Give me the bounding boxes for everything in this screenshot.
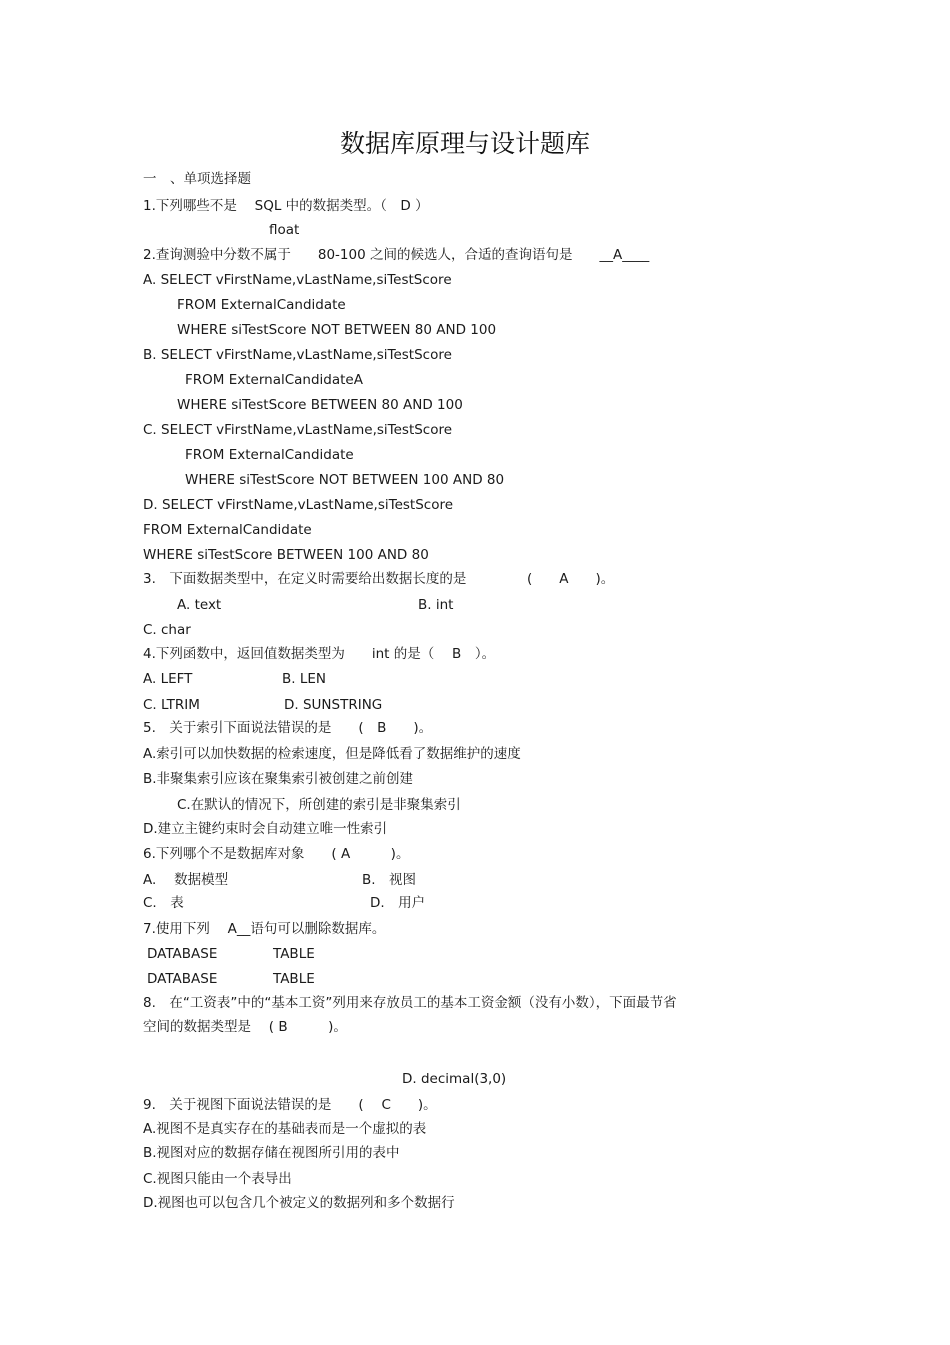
question-4-option-b: B. LEN [282,671,326,687]
question-4: 4.下列函数中，返回值数据类型为 int 的是（ B ）。 [143,646,496,662]
question-9-option-c: C.视图只能由一个表导出 [143,1171,292,1187]
question-4-option-a: A. LEFT [143,671,193,687]
question-6-option-c: C. 表 [143,895,184,911]
question-5-option-b: B.非聚集索引应该在聚集索引被创建之前创建 [143,771,414,787]
question-9-option-a: A.视图不是真实存在的基础表而是一个虚拟的表 [143,1121,427,1137]
question-9-option-b: B.视图对应的数据存储在视图所引用的表中 [143,1145,400,1161]
question-8-option-d: D. decimal(3,0) [402,1071,507,1087]
question-2-option-c-line: WHERE siTestScore NOT BETWEEN 100 AND 80 [185,472,505,488]
question-4-option-d: D. SUNSTRING [284,697,383,713]
question-8-line: 空间的数据类型是 ( B )。 [143,1019,347,1035]
question-7-option: TABLE [273,946,315,962]
question-7-option: TABLE [273,971,315,987]
question-2-option-a: A. SELECT vFirstName,vLastName,siTestScore [143,272,452,288]
question-9-option-d: D.视图也可以包含几个被定义的数据列和多个数据行 [143,1195,455,1211]
question-6-option-b: B. 视图 [362,872,417,888]
question-6: 6.下列哪个不是数据库对象 ( A )。 [143,846,410,862]
question-6-option-a: A. 数据模型 [143,872,229,888]
question-1-option: float [269,222,300,238]
question-8: 8. 在“工资表”中的“基本工资”列用来存放员工的基本工资金额（没有小数），下面最节省 [143,995,677,1011]
question-2-option-c: C. SELECT vFirstName,vLastName,siTestScore [143,422,453,438]
question-2-option-d-line: WHERE siTestScore BETWEEN 100 AND 80 [143,547,429,563]
question-5: 5. 关于索引下面说法错误的是 ( B )。 [143,720,433,736]
question-3: 3. 下面数据类型中，在定义时需要给出数据长度的是 [143,571,467,587]
question-2-option-a-line: FROM ExternalCandidate [177,297,346,313]
question-7-option: DATABASE [147,946,218,962]
question-2-option-d: D. SELECT vFirstName,vLastName,siTestScore [143,497,454,513]
question-2: 2.查询测验中分数不属于 80-100 之间的候选人，合适的查询语句是 __A____ [143,247,650,263]
question-3-answer: ( A )。 [527,571,615,587]
question-2-option-b-line: WHERE siTestScore BETWEEN 80 AND 100 [177,397,463,413]
question-1: 1.下列哪些不是 SQL 中的数据类型。（ D ） [143,198,429,214]
question-2-option-c-line: FROM ExternalCandidate [185,447,354,463]
question-3-option-b: B. int [418,597,454,613]
question-2-option-b: B. SELECT vFirstName,vLastName,siTestScore [143,347,452,363]
question-2-option-b-line: FROM ExternalCandidateA [185,372,363,388]
question-4-option-c: C. LTRIM [143,697,200,713]
question-5-option-c: C.在默认的情况下，所创建的索引是非聚集索引 [177,797,461,813]
section-heading: 一 、单项选择题 [143,171,251,187]
question-7-option: DATABASE [147,971,218,987]
question-2-option-d-line: FROM ExternalCandidate [143,522,312,538]
question-6-option-d: D. 用户 [370,895,426,911]
question-9: 9. 关于视图下面说法错误的是 ( C )。 [143,1097,437,1113]
question-7: 7.使用下列 A__语句可以删除数据库。 [143,921,386,937]
question-3-option-c: C. char [143,622,191,638]
page-title: 数据库原理与设计题库 [339,129,590,158]
question-2-option-a-line: WHERE siTestScore NOT BETWEEN 80 AND 100 [177,322,497,338]
question-5-option-a: A.索引可以加快数据的检索速度，但是降低看了数据维护的速度 [143,746,521,762]
question-3-option-a: A. text [177,597,222,613]
question-5-option-d: D.建立主键约束时会自动建立唯一性索引 [143,821,388,837]
